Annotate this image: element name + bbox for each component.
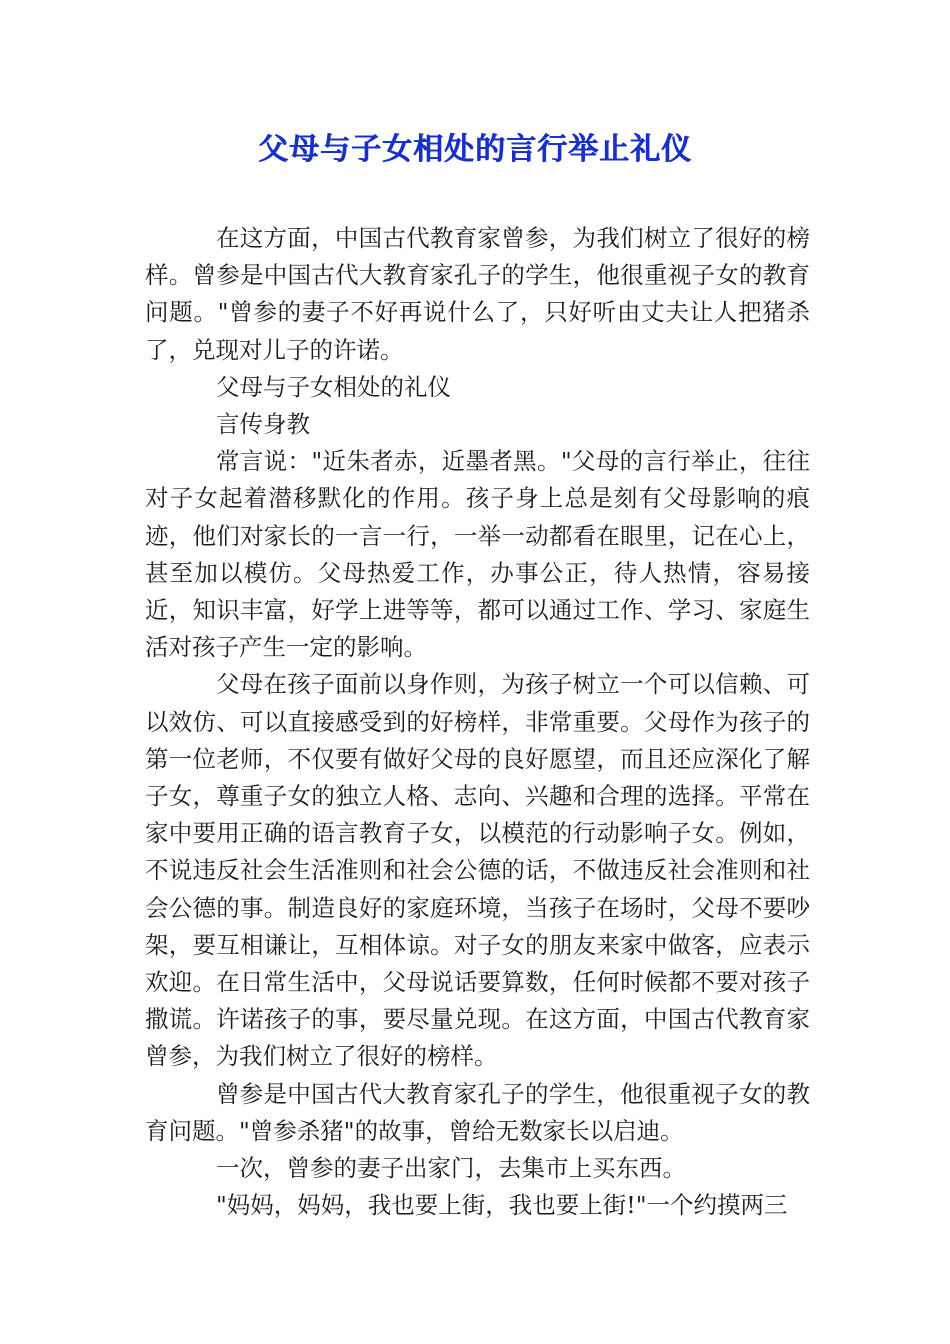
- paragraph-4: 曾参是中国古代大教育家孔子的学生，他很重视子女的教育问题。"曾参杀猪"的故事，曾给无数家长以启迪。: [145, 1079, 810, 1145]
- paragraph-6: "妈妈，妈妈，我也要上街，我也要上街!"一个约摸两三: [216, 1191, 788, 1220]
- document-body: [145, 220, 810, 1224]
- subheading-etiquette: 父母与子女相处的礼仪: [216, 372, 451, 401]
- paragraph-2: 常言说："近朱者赤，近墨者黑。"父母的言行举止，往往对子女起着潜移默化的作用。孩子身上总是刻有父母影响的痕迹，他们对家长的一言一行，一举一动都看在眼里，记在心上，甚至加以模仿。父母热爱工作，办事公正，待人热情，容易接近，知识丰富，好学上进等等，都可以通过工作、学习、家庭生活对孩子产生一定的影响。: [145, 447, 810, 662]
- paragraph-3: 父母在孩子面前以身作则，为孩子树立一个可以信赖、可以效仿、可以直接感受到的好榜样，非常重要。父母作为孩子的第一位老师，不仅要有做好父母的良好愿望，而且还应深化了解子女，尊重子女的独立人格、志向、兴趣和合理的选择。平常在家中要用正确的语言教育子女，以模范的行动影响子女。例如，不说违反社会生活准则和社会公德的话，不做违反社会准则和社会公德的事。制造良好的家庭环境，当孩子在场时，父母不要吵架，要互相谦让，互相体谅。对子女的朋友来家中做客，应表示欢迎。在日常生活中，父母说话要算数，任何时候都不要对孩子撒谎。许诺孩子的事，要尽量兑现。在这方面，中国古代教育家曾参，为我们树立了很好的榜样。: [145, 670, 810, 1071]
- paragraph-1: 在这方面，中国古代教育家曾参，为我们树立了很好的榜样。曾参是中国古代大教育家孔子的学生，他很重视子女的教育问题。"曾参的妻子不好再说什么了，只好听由丈夫让人把猪杀了，兑现对儿子的许诺。: [145, 224, 810, 364]
- paragraph-5: 一次，曾参的妻子出家门，去集市上买东西。: [216, 1154, 686, 1183]
- subheading-teaching-by-example: 言传身教: [216, 410, 310, 439]
- document-title: 父母与子女相处的言行举止礼仪: [258, 132, 692, 167]
